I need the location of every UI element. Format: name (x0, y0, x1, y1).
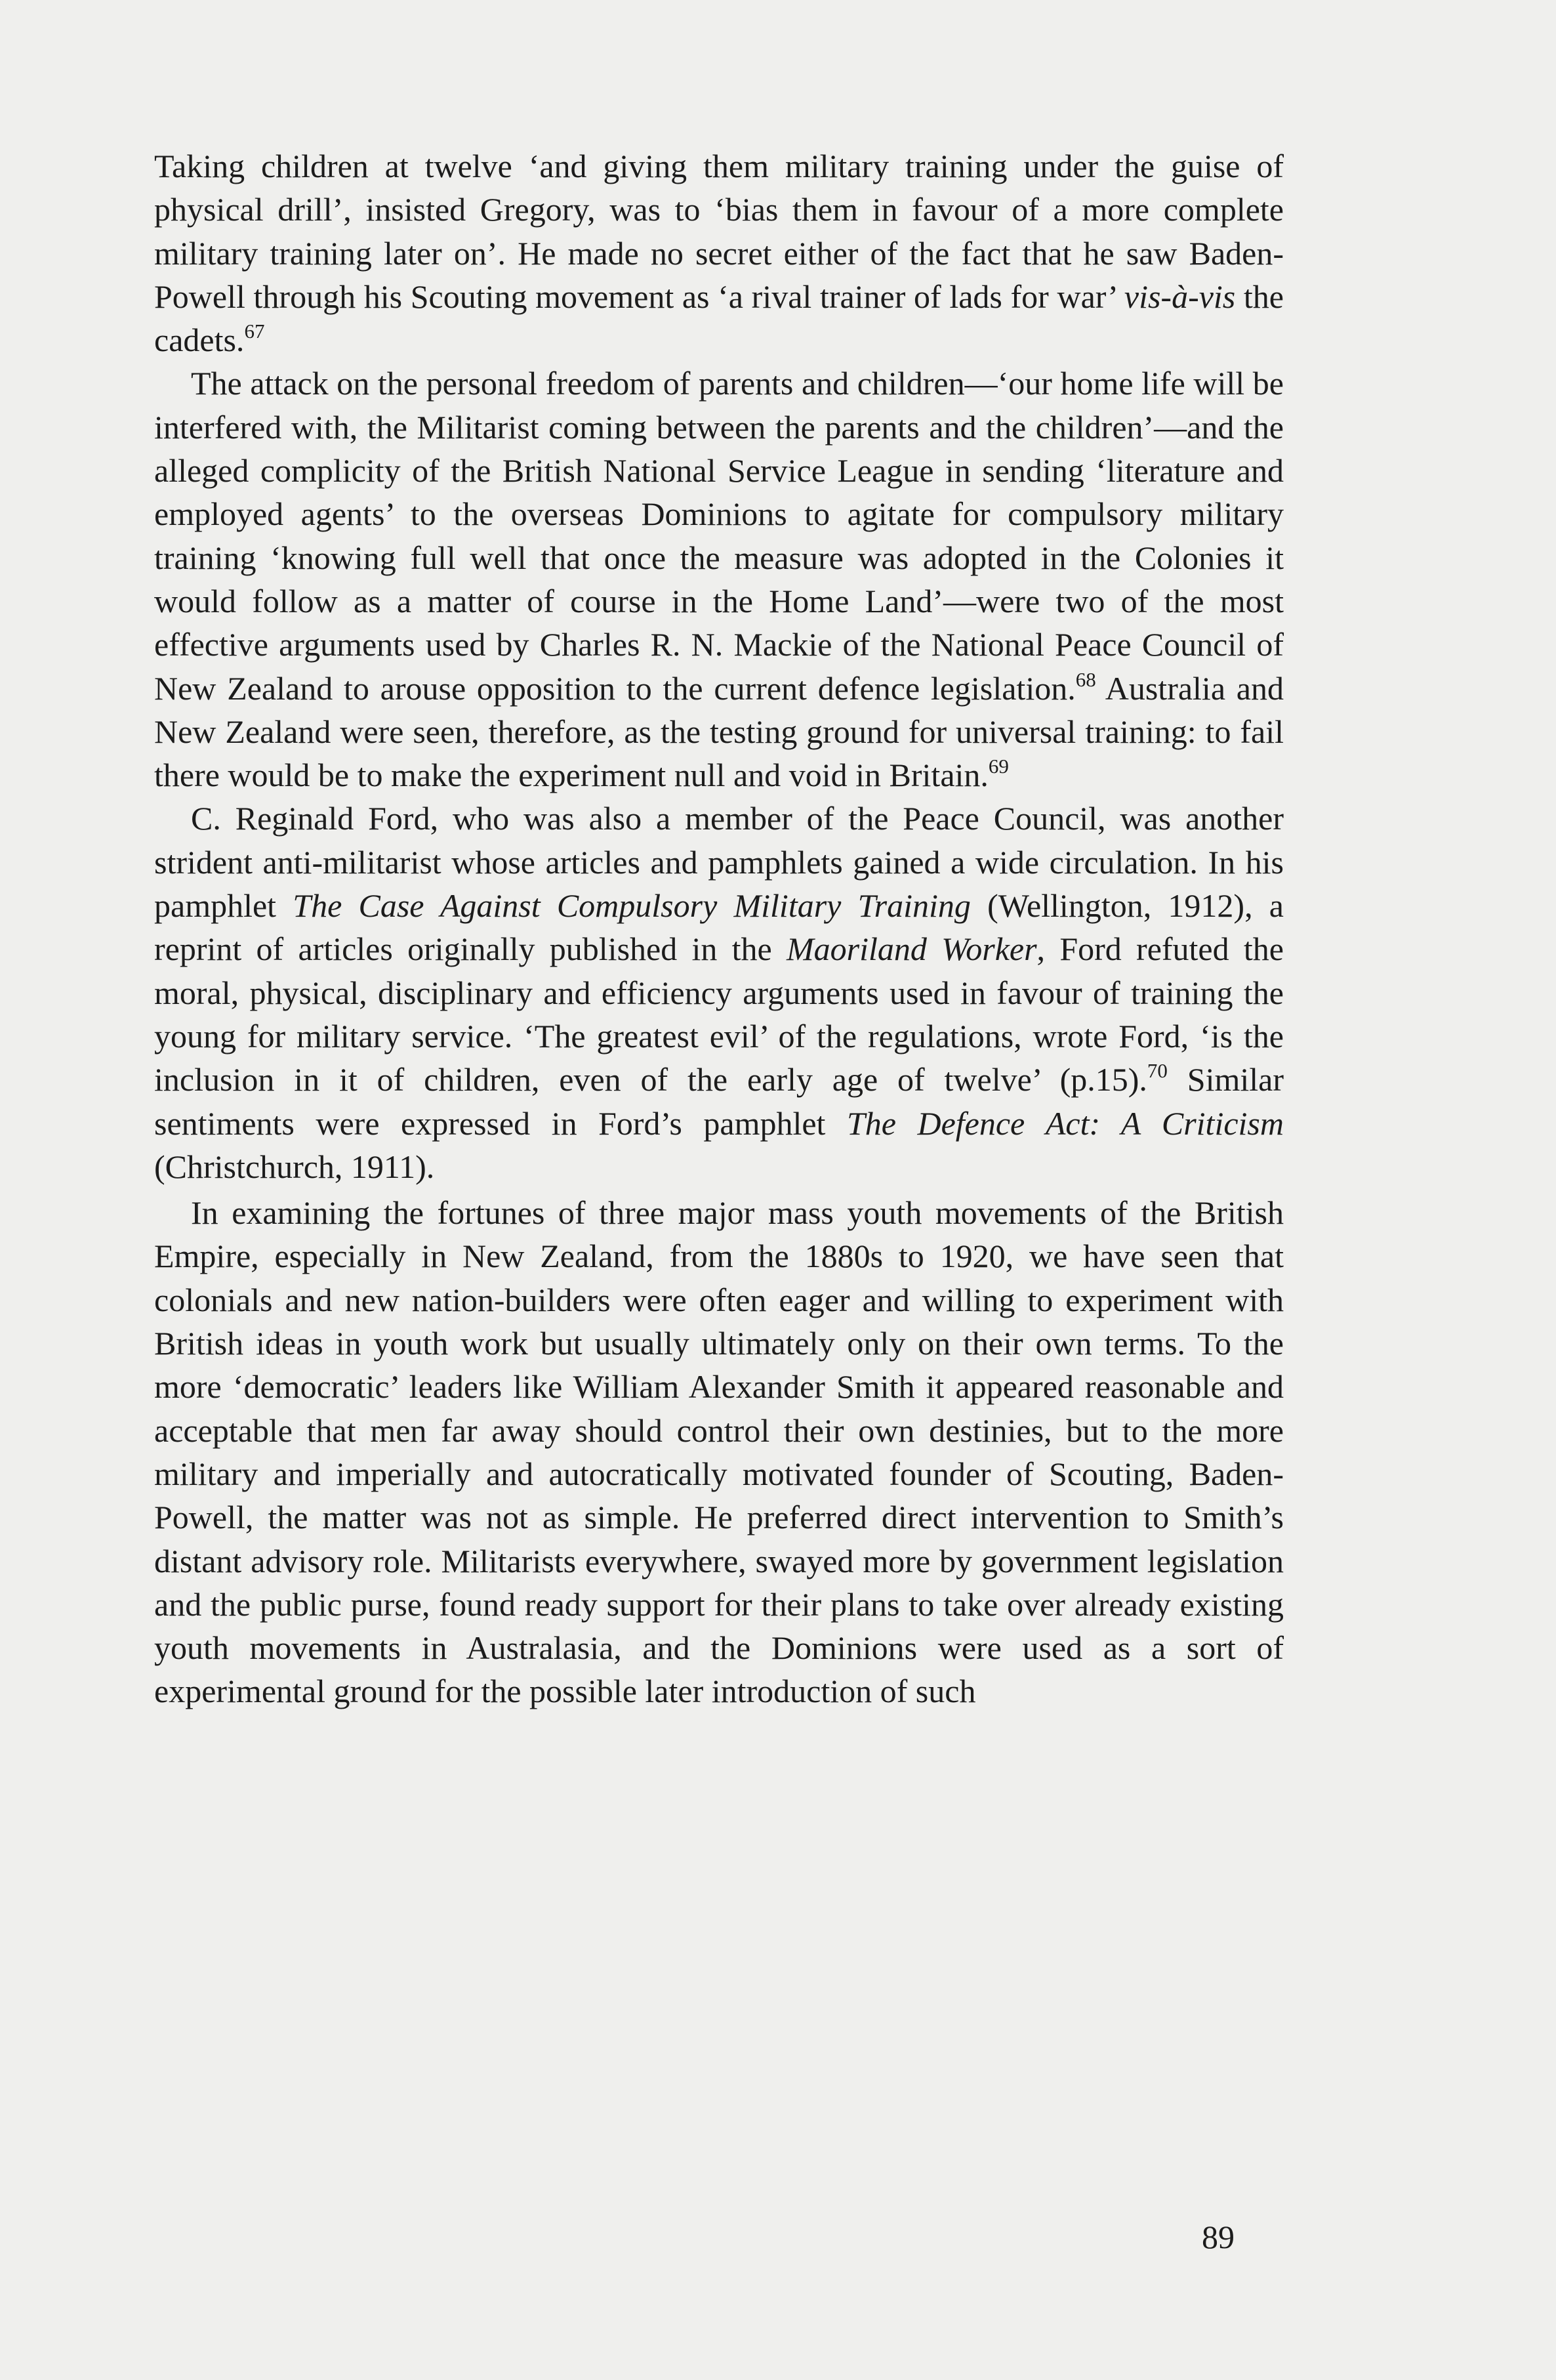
paragraph-2 (154, 362, 1284, 797)
text-run: Similar sentiments were expressed in Ford’s pamphlet (154, 1061, 1284, 1142)
paragraph-1 (154, 144, 1284, 362)
italic-run: The Defence Act: A Criticism (846, 1104, 1284, 1142)
body-text (154, 144, 1284, 1713)
italic-run: The Case Against Compulsory Military Training (293, 887, 971, 925)
italic-run: Maoriland Worker (787, 930, 1037, 968)
paragraph-3 (154, 797, 1284, 1188)
footnote-ref: 68 (1075, 667, 1096, 691)
footnote-ref: 70 (1147, 1059, 1168, 1083)
text-run: the cadets. (154, 278, 1284, 359)
italic-run: vis-à-vis (1124, 278, 1236, 315)
text-run: (Wellington, 1912), a reprint of articles originally published in the (154, 887, 1284, 968)
text-run: The attack on the personal freedom of parents and children—‘our home life will be interfered with, the Militarist coming between the parents and the children’—and the alleged complicity of the British National Service League in sending ‘literature and employed agents’ to the overseas Dominions to agitate for compulsory military training ‘knowing full well that once the measure was adopted in the Colonies it would follow as a matter of course in the Home Land’—were two of the most effective arguments used by Charles R. N. Mackie of the National Peace Council of New Zealand to arouse opposition to the current defence legislation. (154, 365, 1284, 707)
text-run: C. Reginald Ford, who was also a member of the Peace Council, was another strident anti-militarist whose articles and pamphlets gained a wide circulation. In his pamphlet (154, 800, 1284, 925)
text-run: Australia and New Zealand were seen, therefore, as the testing ground for universal training: to fail there would be to make the experiment null and void in Britain. (154, 669, 1284, 794)
text-run: (Christchurch, 1911). (154, 1148, 435, 1185)
footnote-ref: 69 (988, 755, 1009, 778)
text-run: Taking children at twelve ‘and giving them military training under the guise of physical drill’, insisted Gregory, was to ‘bias them in favour of a more complete military training later on’. He made no secret either of the fact that he saw Baden-Powell through his Scouting movement as ‘a rival trainer of lads for war’ (154, 148, 1284, 315)
footnote-ref: 67 (244, 320, 265, 343)
text-run: In examining the fortunes of three major mass youth movements of the British Empire, especially in New Zealand, from the 1880s to 1920, we have seen that colonials and new nation-builders were often eager and willing to experiment with British ideas in youth work but usually ultimately only on their own terms. To the more ‘democratic’ leaders like William Alexander Smith it appeared reasonable and acceptable that men far away should control their own destinies, but to the more military and imperially and autocratically motivated founder of Scouting, Baden-Powell, the matter was not as simple. He preferred direct intervention to Smith’s distant advisory role. Militarists everywhere, swayed more by government legislation and the public purse, found ready support for their plans to take over already existing youth movements in Australasia, and the Dominions were used as a sort of experimental ground for the possible later introduction of such (154, 1194, 1284, 1710)
paragraph-4 (154, 1191, 1284, 1713)
page-number: 89 (1202, 2219, 1235, 2255)
text-run: , Ford refuted the moral, physical, disciplinary and efficiency arguments used in favour of training the young for military service. ‘The greatest evil’ of the regulations, wrote Ford, ‘is the inclusion in it of children, even of the early age of twelve’ (p.15). (154, 930, 1284, 1098)
